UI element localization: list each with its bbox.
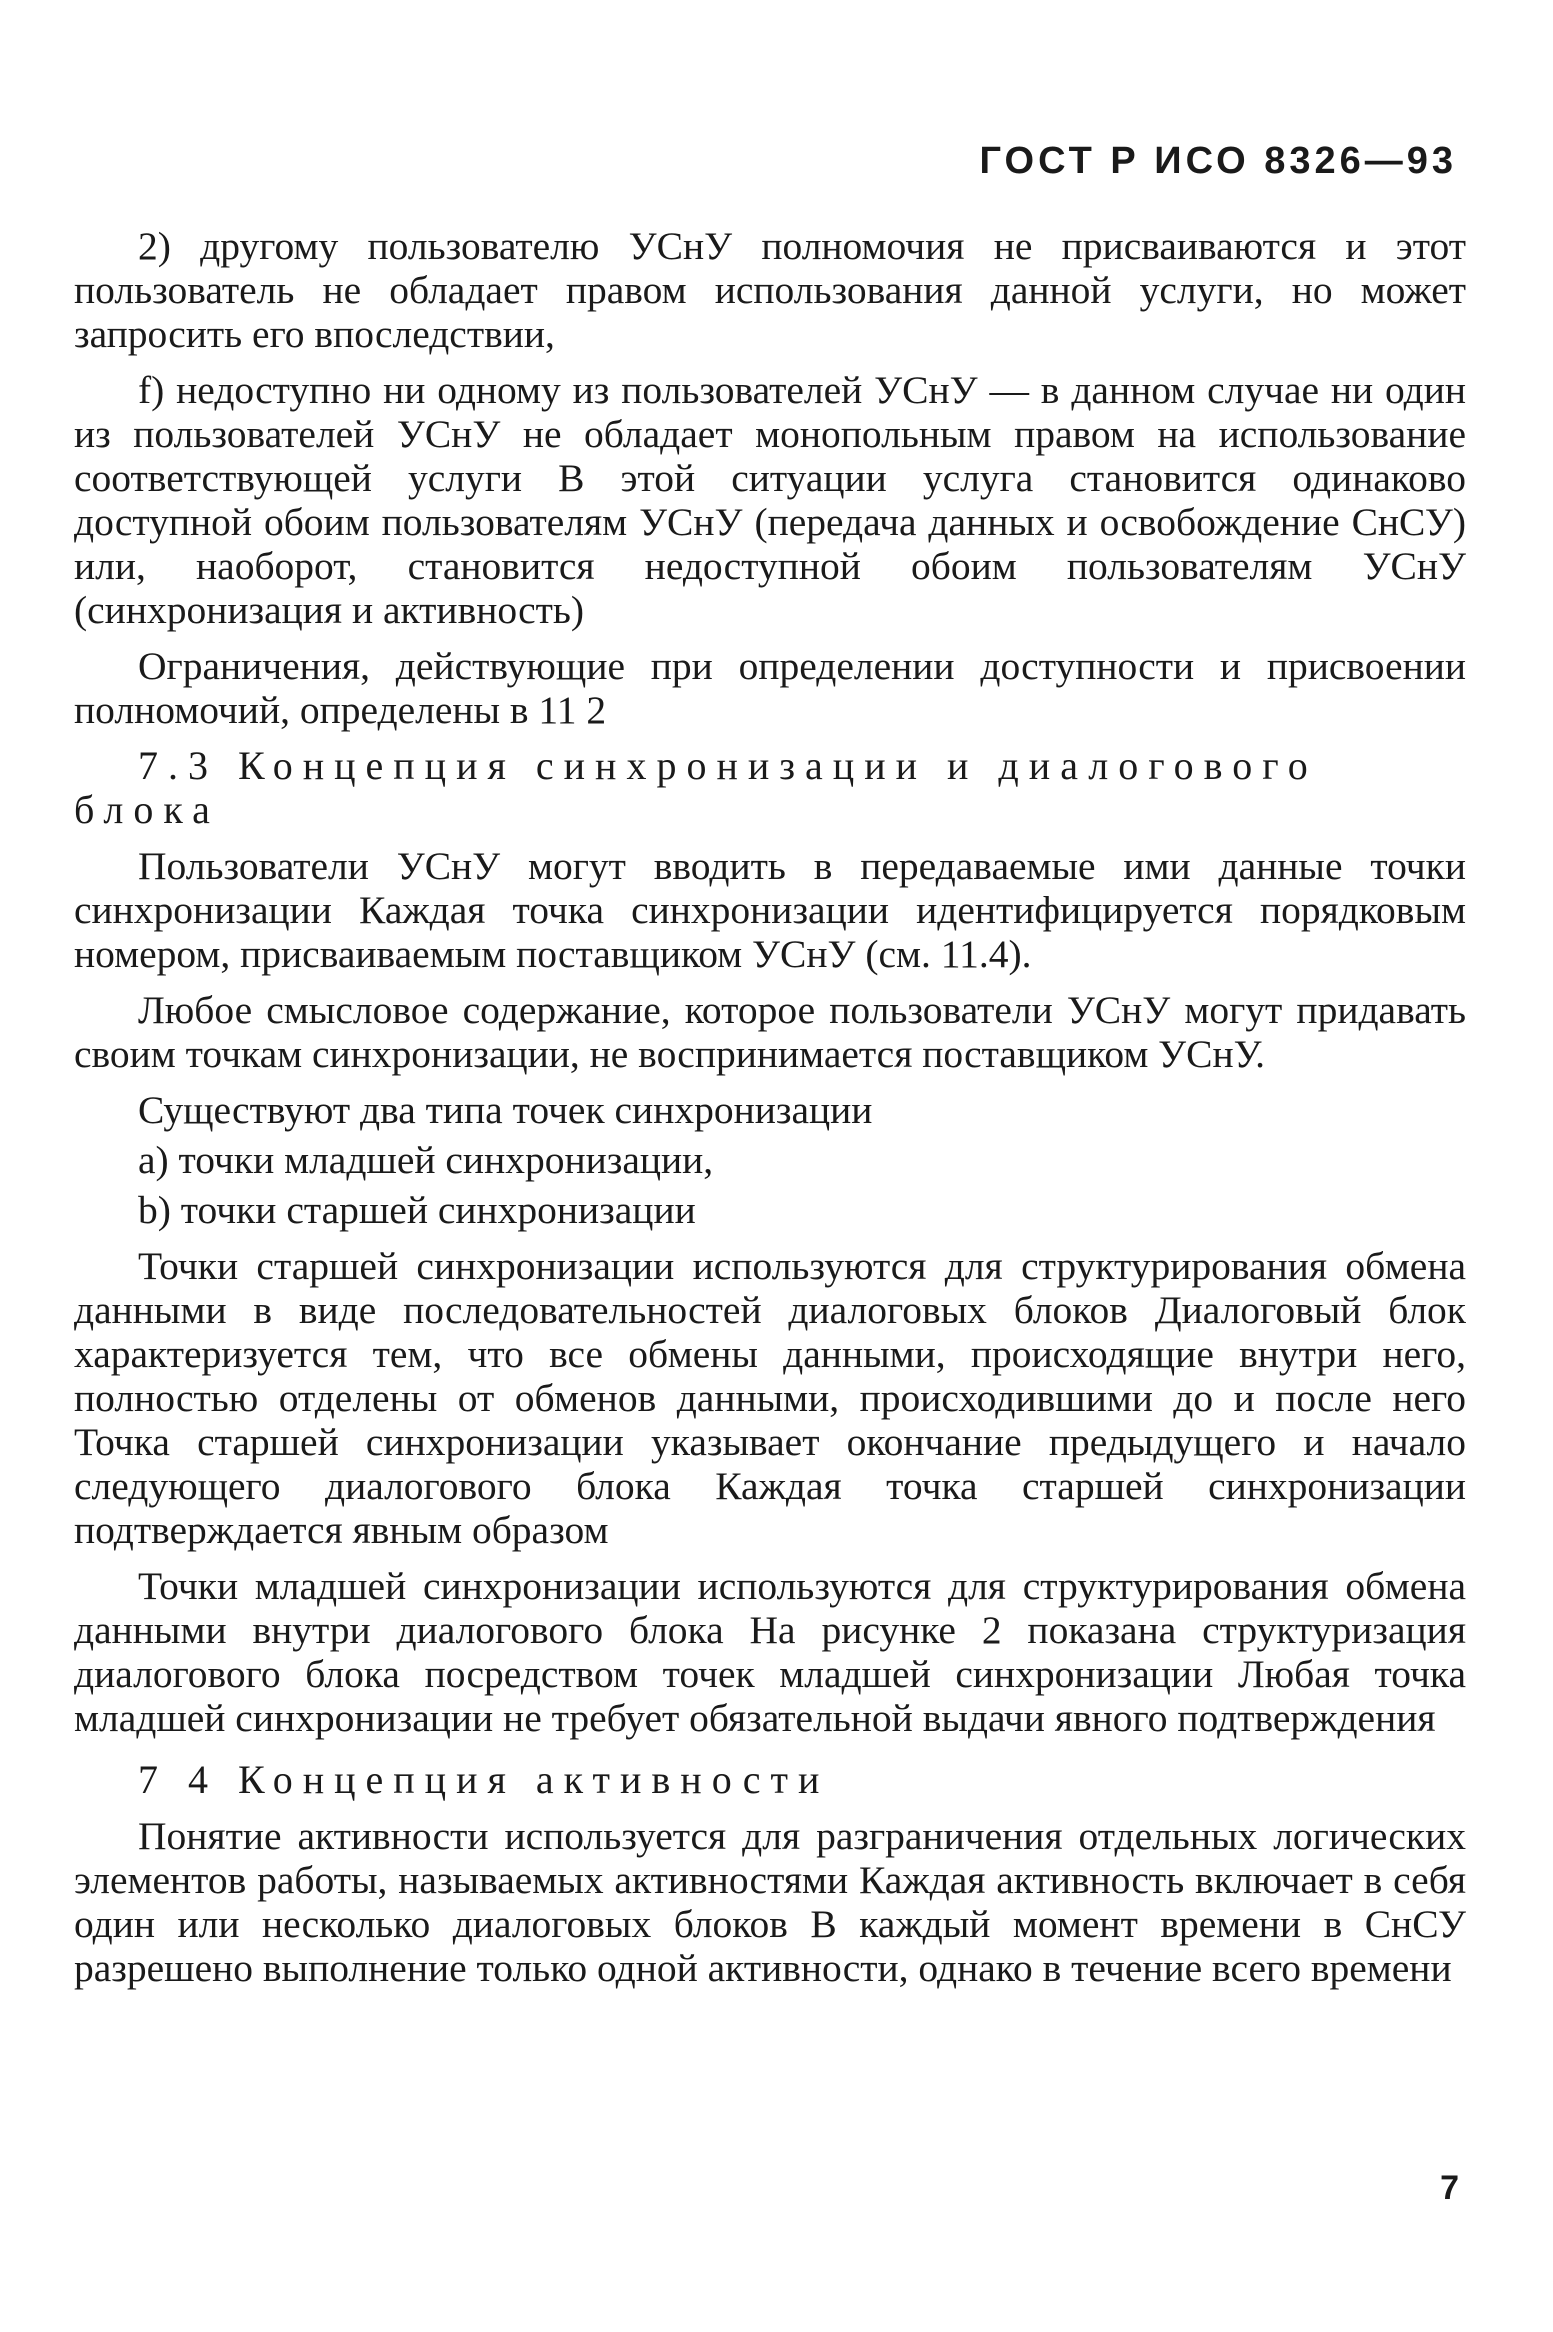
section-7-3-paragraph: Пользователи УСнУ могут вводить в передаваемые ими данные точки синхронизации Каждая точка синхронизации идентифицируется порядковым номером, присваиваемым поставщиком УСнУ (см. 11.4).: [74, 844, 1466, 976]
paragraph-item-f: f) недоступно ни одному из пользователей УСнУ — в данном случае ни один из пользователей УСнУ не обладает монопольным правом на использование соответствующей услуги В этой ситуации услуга становится одинаково доступной обоим пользователям УСнУ (передача данных и освобождение СнСУ) или, наоборот, становится недоступной обоим пользователям УСнУ (синхронизация и активность): [74, 368, 1466, 632]
section-7-3-paragraph-minor: Точки младшей синхронизации используются для структурирования обмена данными внутри диалогового блока На рисунке 2 показана структуризация диалогового блока посредством точек младшей синхронизации Любая точка младшей синхронизации не требует обязательной выдачи явного подтверждения: [74, 1564, 1466, 1740]
section-7-4-paragraph: Понятие активности используется для разграничения отдельных логических элементов работы, называемых активностями Каждая активность включает в себя один или несколько диалоговых блоков В каждый момент времени в СнСУ разрешено выполнение только одной активности, однако в течение всего времени: [74, 1814, 1466, 1990]
section-7-4-heading: 7 4 Концепция активности: [138, 1757, 830, 1802]
list-item-major-sync: b) точки старшей синхронизации: [138, 1188, 696, 1232]
section-7-3-heading: 7.3 Концепция синхронизации и диалогового блока: [74, 743, 1318, 832]
section-7-3-paragraph: Существуют два типа точек синхронизации: [138, 1088, 873, 1132]
page-header-standard-number: ГОСТ Р ИСО 8326—93: [979, 140, 1457, 182]
section-7-3-paragraph-major: Точки старшей синхронизации используются для структурирования обмена данными в виде последовательностей диалоговых блоков Диалоговый блок характеризуется тем, что все обмены данными, происходящие внутри него, полностью отделены от обменов данными, происходившими до и после него Точка старшей синхронизации указывает окончание предыдущего и начало следующего диалогового блока Каждая точка старшей синхронизации подтверждается явным образом: [74, 1244, 1466, 1552]
paragraph-restrictions: Ограничения, действующие при определении доступности и присвоении полномочий, определены в 11 2: [74, 644, 1466, 732]
page-body: [74, 224, 1466, 2002]
page-number: 7: [1440, 2169, 1459, 2207]
paragraph-item-2: 2) другому пользователю УСнУ полномочия не присваиваются и этот пользователь не обладает правом использования данной услуги, но может запросить его впоследствии,: [74, 224, 1466, 356]
list-item-minor-sync: a) точки младшей синхронизации,: [138, 1138, 714, 1182]
section-7-3-paragraph: Любое смысловое содержание, которое пользователи УСнУ могут придавать своим точкам синхронизации, не воспринимается поставщиком УСнУ.: [74, 988, 1466, 1076]
